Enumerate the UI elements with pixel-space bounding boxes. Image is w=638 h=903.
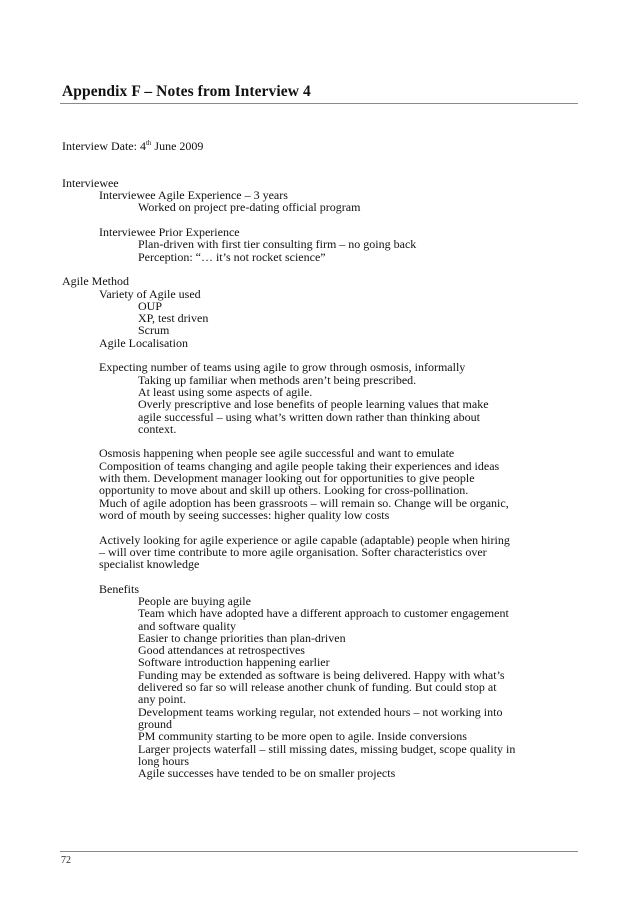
note-line: Interviewee Prior Experience [99, 225, 240, 240]
note-line: Expecting number of teams using agile to grow through osmosis, informally [99, 360, 466, 375]
note-line: PM community starting to be more open to agile. Inside conversions [138, 729, 467, 744]
note-line: with them. Development manager looking out for opportunities to give people [99, 471, 475, 486]
note-line: OUP [138, 298, 163, 313]
page-number: 72 [61, 855, 71, 866]
interview-date [62, 140, 582, 152]
interview-date-suffix: June 2009 [151, 139, 204, 153]
note-line: Variety of Agile used [99, 286, 201, 301]
note-line: Good attendances at retrospectives [138, 643, 305, 658]
note-line: any point. [138, 692, 186, 707]
note-line: Composition of teams changing and agile people taking their experiences and ideas [99, 458, 500, 473]
note-line: Worked on project pre-dating official program [138, 200, 361, 215]
paragraph-gap [62, 521, 582, 533]
note-line: word of mouth by seeing successes: higher quality low costs [99, 507, 390, 522]
note-line: long hours [138, 753, 189, 768]
note-line: Much of agile adoption has been grassroots – will remain so. Change will be organic, [99, 495, 509, 510]
note-line: – will over time contribute to more agile organisation. Softer characteristics over [99, 544, 487, 559]
note-line: Plan-driven with first tier consulting firm – no going back [138, 237, 417, 252]
note-line: context. [138, 421, 177, 436]
note-line: Interviewee Agile Experience – 3 years [99, 188, 288, 203]
note-line: Benefits [99, 581, 139, 596]
note-line: People are buying agile [138, 593, 251, 608]
note-line: specialist knowledge [99, 557, 200, 572]
note-line: Actively looking for agile experience or agile capable (adaptable) people when hiring [99, 532, 510, 547]
note-line: Osmosis happening when people see agile successful and want to emulate [99, 446, 455, 461]
note-line: Interviewee [62, 175, 119, 190]
note-line: Agile successes have tended to be on smaller projects [138, 766, 396, 781]
note-line: Agile Method [62, 274, 129, 289]
note-line: Scrum [138, 323, 170, 338]
interview-date-prefix: Interview Date: 4 [62, 139, 146, 153]
note-line: Larger projects waterfall – still missing dates, missing budget, scope quality in [138, 741, 516, 756]
note-line: agile successful – using what’s written down rather than thinking about [138, 409, 480, 424]
note-line: Agile Localisation [99, 335, 188, 350]
note-line: XP, test driven [138, 311, 209, 326]
heading-divider [60, 103, 578, 104]
interview-date-superscript: th [145, 139, 152, 147]
page-heading: Appendix F – Notes from Interview 4 [62, 83, 311, 100]
footer-divider [60, 851, 578, 852]
note-line: and software quality [138, 618, 236, 633]
note-line: Team which have adopted have a different approach to customer engagement [138, 606, 509, 621]
note-line: delivered so far so will release another chunk of funding. But could stop at [138, 680, 497, 695]
paragraph-gap [62, 570, 582, 582]
note-line: Taking up familiar when methods aren’t being prescribed. [138, 372, 417, 387]
note-line: opportunity to move about and skill up others. Looking for cross-pollination. [99, 483, 469, 498]
note-line: Overly prescriptive and lose benefits of people learning values that make [138, 397, 489, 412]
note-line: Easier to change priorities than plan-driven [138, 630, 346, 645]
note-line: Development teams working regular, not extended hours – not working into [138, 704, 503, 719]
note-line: ground [138, 716, 172, 731]
notes-list [62, 177, 582, 780]
note-line: Funding may be extended as software is being delivered. Happy with what’s [138, 667, 505, 682]
note-line: Software introduction happening earlier [138, 655, 330, 670]
paragraph-gap [62, 263, 582, 275]
note-line: Perception: “… it’s not rocket science” [138, 249, 326, 264]
note-line: At least using some aspects of agile. [138, 384, 313, 399]
interview-notes [62, 140, 582, 779]
